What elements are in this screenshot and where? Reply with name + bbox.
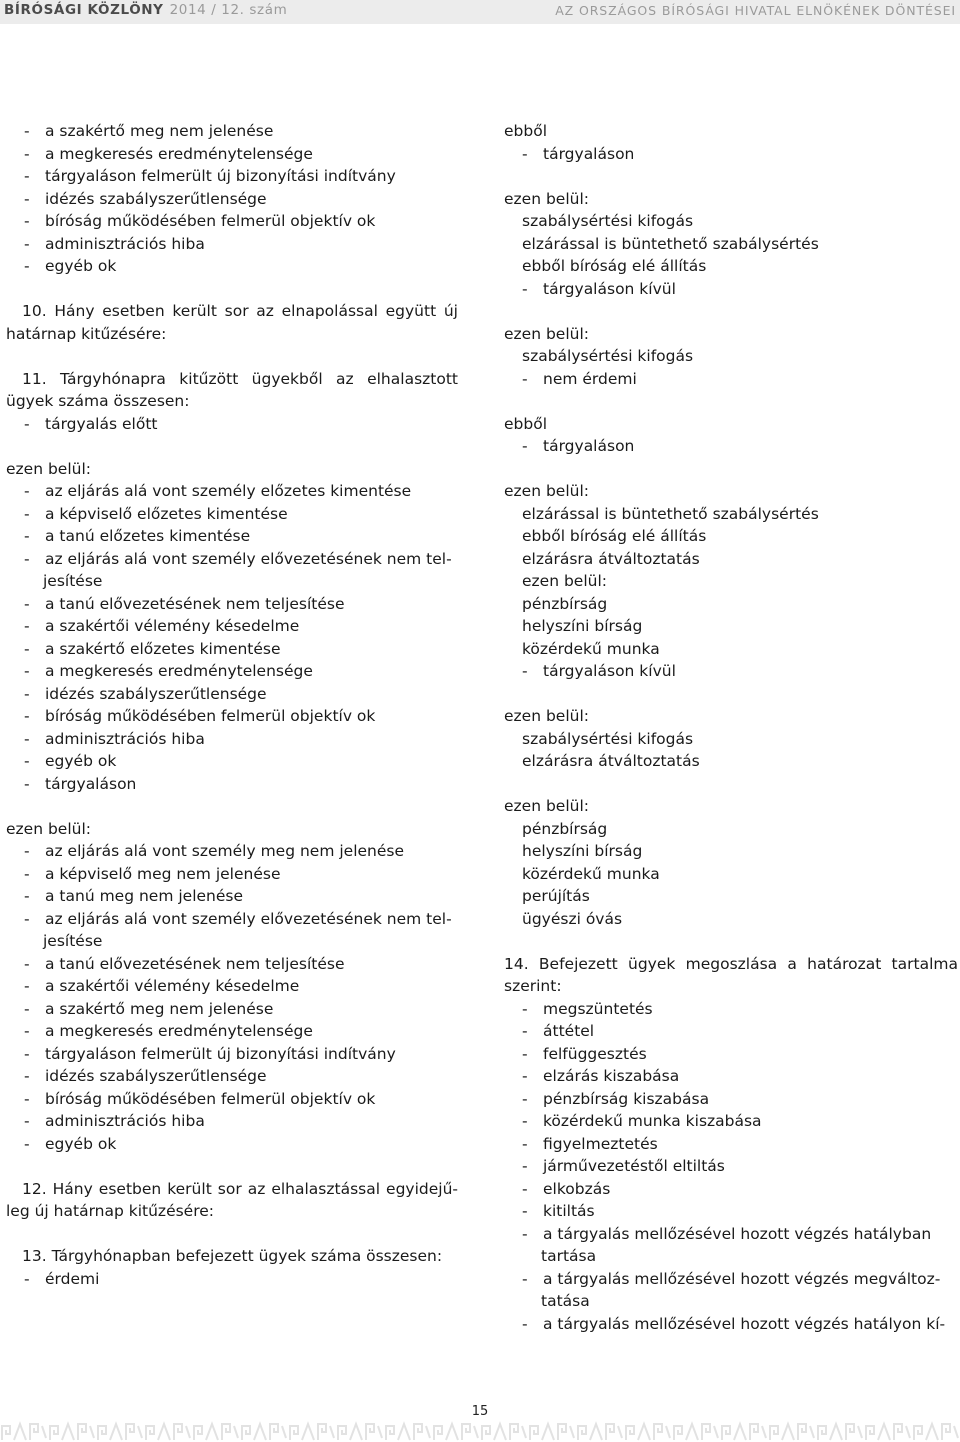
list-item: - elkobzás [522, 1179, 611, 1198]
page-number: 15 [471, 1404, 489, 1419]
list-item: elzárásra átváltoztatás [522, 549, 700, 568]
list-item-cont: jesítése [43, 932, 103, 950]
list-item: - idézés szabályszerűtlensége [24, 189, 267, 208]
list-item: - megszüntetés [522, 999, 653, 1018]
list-item: - az eljárás alá vont személy elővezetésének nem tel- [24, 909, 452, 928]
list-item: - a szakértő meg nem jelenése [24, 999, 274, 1018]
list-item: ebből bíróság elé állítás [522, 527, 707, 545]
list-item: ezen belül: [522, 572, 607, 590]
list-item: - közérdekű munka kiszabása [522, 1112, 762, 1130]
issue-number: 2014 / 12. szám [169, 2, 288, 18]
list-item: - pénzbírság kiszabása [522, 1089, 710, 1108]
list-item: - idézés szabályszerűtlensége [24, 1067, 267, 1085]
list-item: elzárással is büntethető szabálysértés [522, 504, 819, 523]
list-item: pénzbírság [522, 594, 608, 613]
list-item: - tárgyalás előtt [24, 414, 158, 433]
sub-heading: ebből [504, 122, 548, 140]
list-item: - a tanú meg nem jelenése [24, 887, 244, 905]
list-item: - az eljárás alá vont személy meg nem jelenése [24, 842, 405, 860]
list-item: - a megkeresés eredménytelensége [24, 1022, 313, 1040]
question-11-cont: ügyek száma összesen: [6, 392, 190, 410]
list-item: - az eljárás alá vont személy elővezetésének nem tel- [24, 549, 452, 568]
list-item: - a megkeresés eredménytelensége [24, 144, 313, 163]
list-item: - a tanú elővezetésének nem teljesítése [24, 594, 345, 613]
list-item: - járművezetéstől eltiltás [522, 1157, 725, 1175]
list-item: - tárgyaláson kívül [522, 279, 676, 298]
list-item: - adminisztrációs hiba [24, 1112, 205, 1130]
sub-heading: ezen belül: [504, 482, 589, 500]
list-item: közérdekű munka [522, 639, 660, 658]
sub-heading: ezen belül: [6, 459, 91, 478]
sub-heading: ezen belül: [504, 324, 589, 343]
list-item: - a tanú előzetes kimentése [24, 527, 251, 545]
list-item: - a megkeresés eredménytelensége [24, 662, 313, 680]
list-item: - tárgyaláson [522, 144, 635, 163]
sub-heading: ezen belül: [504, 707, 589, 725]
page-header [0, 0, 960, 24]
list-item-cont: jesítése [43, 572, 103, 590]
list-item: - a szakértői vélemény késedelme [24, 617, 300, 635]
left-column [6, 120, 458, 1290]
list-item: - tárgyaláson felmerült új bizonyítási indítvány [24, 1044, 396, 1063]
list-item: - figyelmeztetés [522, 1134, 658, 1153]
list-item: - nem érdemi [522, 369, 637, 388]
list-item: szabálysértési kifogás [522, 729, 694, 748]
list-item: - áttétel [522, 1022, 595, 1040]
sub-heading: ezen belül: [504, 797, 589, 815]
list-item: - tárgyaláson [522, 437, 635, 455]
list-item: - bíróság működésében felmerül objektív ok [24, 212, 376, 230]
list-item: - a tanú elővezetésének nem teljesítése [24, 954, 345, 973]
list-item: - idézés szabályszerűtlensége [24, 684, 267, 703]
list-item: - egyéb ok [24, 257, 117, 275]
list-item: - a tárgyalás mellőzésével hozott végzés megváltoz- [522, 1269, 941, 1288]
list-item: - a tárgyalás mellőzésével hozott végzés hatályon kí- [522, 1314, 946, 1333]
list-item: helyszíni bírság [522, 617, 643, 635]
list-item: - tárgyaláson kívül [522, 662, 676, 680]
list-item: elzárással is büntethető szabálysértés [522, 234, 819, 253]
journal-title [4, 2, 287, 18]
list-item: elzárásra átváltoztatás [522, 752, 700, 770]
list-item: - a képviselő előzetes kimentése [24, 504, 288, 523]
question-14-cont: szerint: [504, 977, 562, 995]
question-10-cont: határnap kitűzésére: [6, 324, 167, 343]
list-item: - az eljárás alá vont személy előzetes kimentése [24, 482, 412, 500]
sub-heading: ezen belül: [6, 819, 91, 838]
list-item: ügyészi óvás [522, 909, 623, 928]
list-item: - a képviselő meg nem jelenése [24, 864, 281, 883]
question-10: 10. Hány esetben került sor az elnapolással együtt új [22, 302, 458, 320]
list-item: szabálysértési kifogás [522, 347, 694, 365]
list-item: közérdekű munka [522, 864, 660, 883]
list-item-cont: tartása [541, 1247, 597, 1265]
question-14: 14. Befejezett ügyek megoszlása a határozat tartalma [504, 954, 958, 973]
list-item: - egyéb ok [24, 752, 117, 770]
decorative-ornament-band [0, 1420, 960, 1442]
question-13: 13. Tárgyhónapban befejezett ügyek száma összesen: [22, 1247, 443, 1265]
list-item: - bíróság működésében felmerül objektív ok [24, 1089, 376, 1108]
list-item: - a szakértői vélemény késedelme [24, 977, 300, 995]
list-item: ebből bíróság elé állítás [522, 257, 707, 275]
list-item: szabálysértési kifogás [522, 212, 694, 230]
list-item: - tárgyaláson felmerült új bizonyítási indítvány [24, 167, 396, 185]
question-12: 12. Hány esetben került sor az elhalasztással egyidejű- [22, 1179, 458, 1198]
list-item: pénzbírság [522, 819, 608, 838]
sub-heading: ebből [504, 414, 548, 433]
list-item: - kitiltás [522, 1202, 595, 1220]
list-item: - a tárgyalás mellőzésével hozott végzés hatályban [522, 1224, 932, 1243]
list-item: - elzárás kiszabása [522, 1067, 680, 1085]
list-item: - egyéb ok [24, 1134, 117, 1153]
list-item: - adminisztrációs hiba [24, 729, 205, 748]
list-item: - érdemi [24, 1269, 100, 1288]
list-item-cont: tatása [541, 1292, 590, 1310]
list-item: - bíróság működésében felmerül objektív ok [24, 707, 376, 725]
list-item: - tárgyaláson [24, 774, 137, 793]
list-item: - adminisztrációs hiba [24, 234, 205, 253]
list-item: perújítás [522, 887, 590, 905]
list-item: - a szakértő meg nem jelenése [24, 122, 274, 140]
question-11: 11. Tárgyhónapra kitűzött ügyekből az elhalasztott [22, 369, 458, 388]
list-item: - a szakértő előzetes kimentése [24, 639, 281, 658]
question-12-cont: leg új határnap kitűzésére: [6, 1202, 215, 1220]
list-item: helyszíni bírság [522, 842, 643, 860]
sub-heading: ezen belül: [504, 189, 589, 208]
section-title: AZ ORSZÁGOS BÍRÓSÁGI HIVATAL ELNÖKÉNEK DÖNTÉSEI [555, 3, 956, 18]
list-item: - felfüggesztés [522, 1044, 647, 1063]
journal-name: BÍRÓSÁGI KÖZLÖNY [4, 2, 164, 18]
right-column [504, 120, 958, 1335]
